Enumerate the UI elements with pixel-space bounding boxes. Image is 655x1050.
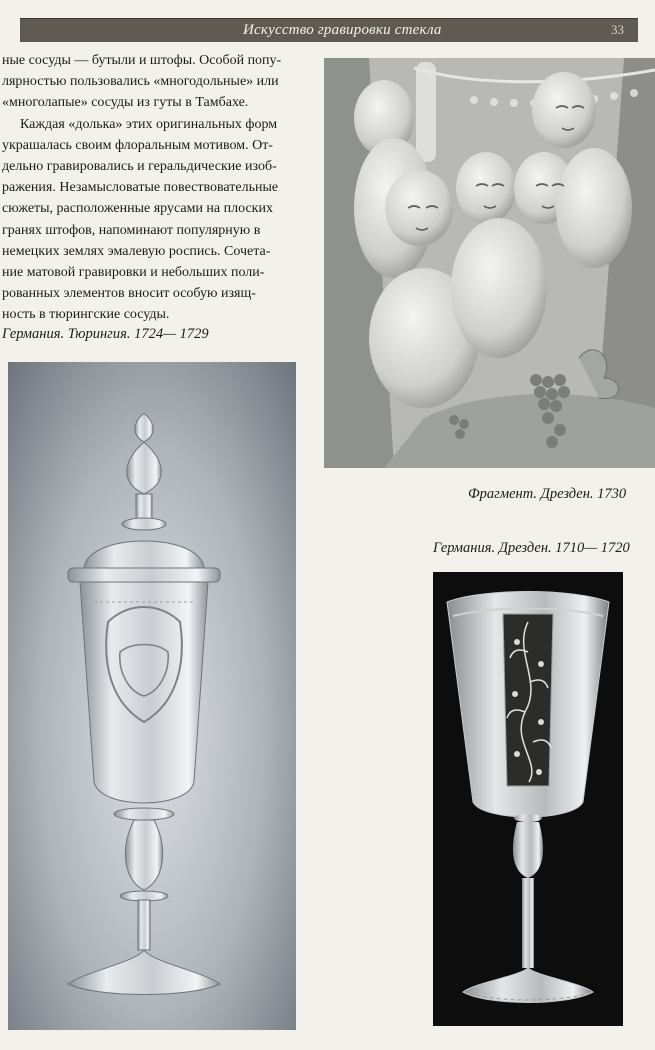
- caption-fragment: Фрагмент. Дрезден. 1730: [468, 486, 627, 502]
- enamelled-goblet-illustration: [433, 572, 623, 1026]
- text-line: ражения. Незамысловатые повествовательные: [2, 180, 279, 196]
- text-line: рованных элементов вносит особую изящ-: [2, 286, 256, 302]
- body-text: [2, 50, 306, 326]
- lidded-goblet-illustration: [8, 362, 296, 1030]
- running-title: Искусство гравировки стекла: [243, 22, 442, 38]
- putti-illustration: [324, 58, 655, 468]
- enamelled-goblet-photo: [433, 572, 623, 1026]
- text-line: ные сосуды — бутыли и штофы. Особой попу-: [2, 53, 282, 68]
- page-number: 33: [611, 22, 624, 37]
- paragraph-2: [2, 114, 306, 326]
- text-line: немецких землях эмалевую роспись. Сочета-: [2, 243, 271, 259]
- text-line: дельно гравировались и геральдические изоб-: [2, 159, 277, 175]
- running-header: [20, 18, 638, 42]
- engraved-putti-detail-photo: [324, 58, 655, 468]
- text-line: Каждая «долька» этих оригинальных форм: [20, 116, 278, 132]
- text-line: ние матовой гравировки и небольших поли-: [2, 265, 265, 281]
- text-line: гранях штофов, напоминают популярную в: [2, 222, 261, 238]
- caption-dresden: Германия. Дрезден. 1710— 1720: [433, 540, 630, 556]
- caption-thuringia: Германия. Тюрингия. 1724— 1729: [2, 326, 209, 342]
- text-line: ность в тюрингские сосуды.: [2, 307, 170, 323]
- text-line: «многолапые» сосуды из гуты в Тамбахе.: [2, 95, 249, 111]
- engraved-lidded-goblet-photo: [8, 362, 296, 1030]
- text-line: лярностью пользовались «многодольные» или: [2, 74, 279, 90]
- paragraph-1: [2, 50, 306, 114]
- text-line: украшалась своим флоральным мотивом. От-: [2, 137, 273, 153]
- text-line: сюжеты, расположенные ярусами на плоских: [2, 201, 273, 217]
